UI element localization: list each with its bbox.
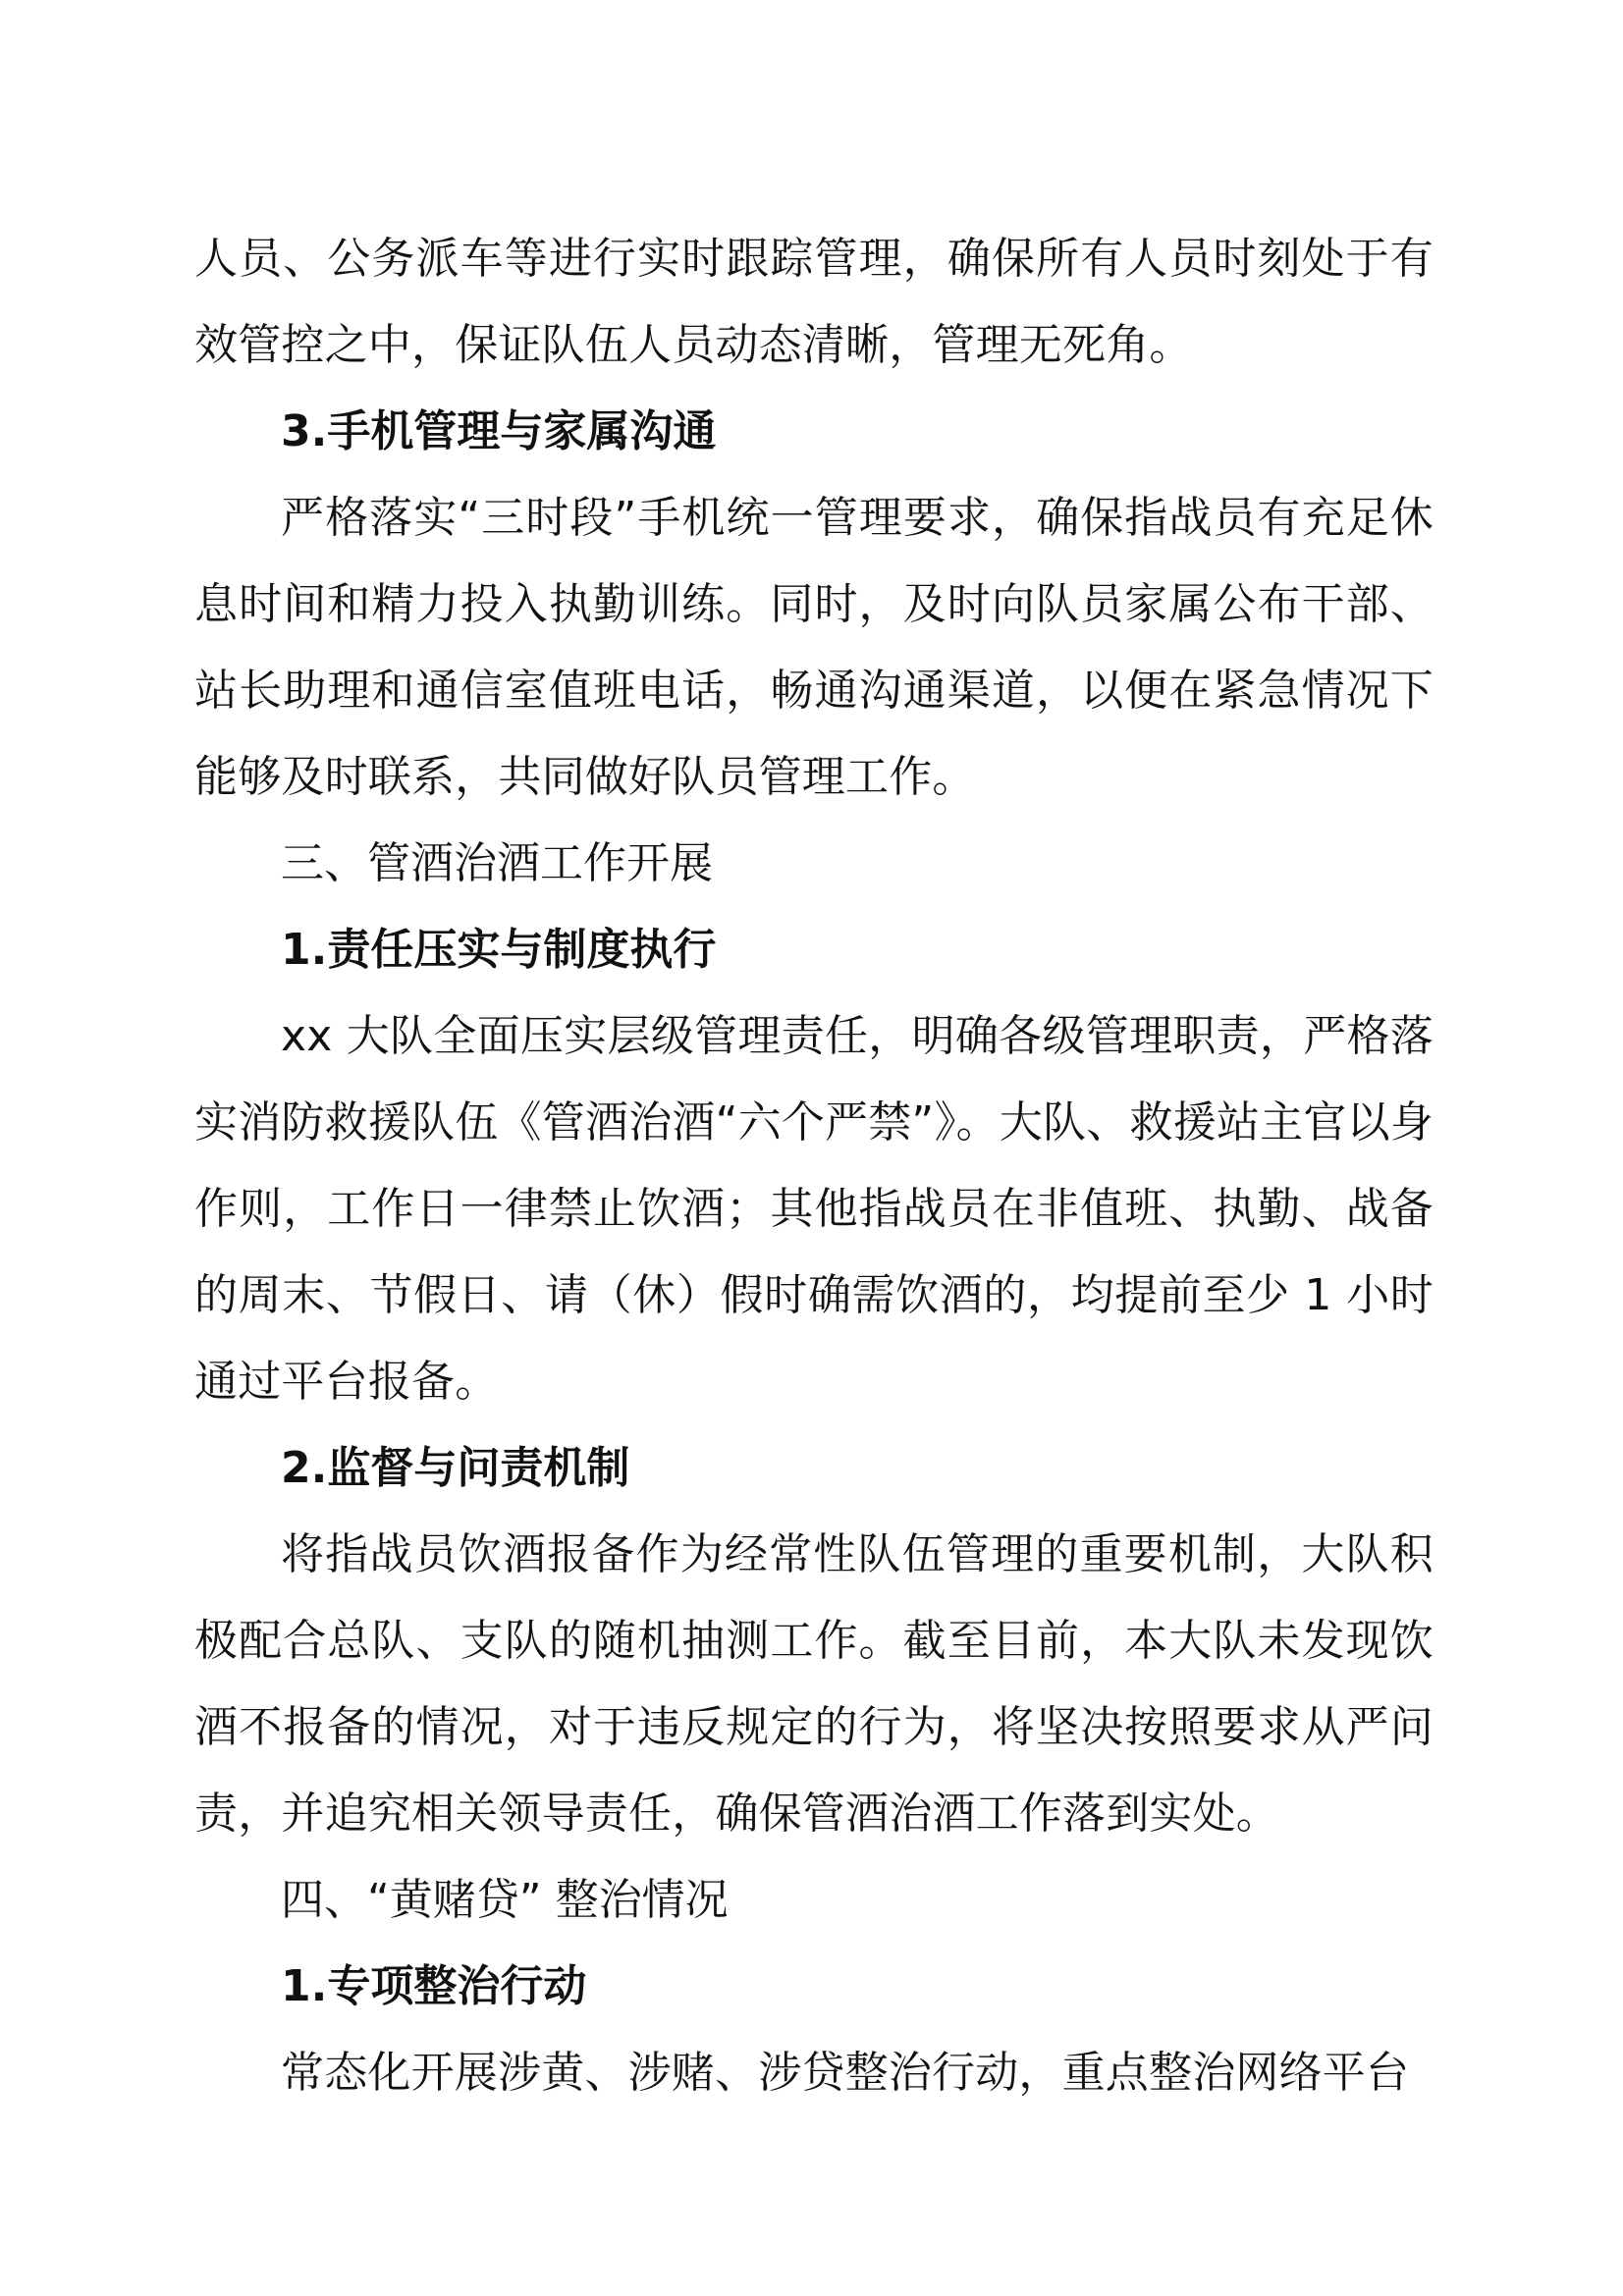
heading-special-action: 1.专项整治行动 <box>281 1961 587 2011</box>
paragraph-special-action: 常态化开展涉黄、涉赌、涉贷整治行动，重点整治网络平台 <box>281 2048 1410 2098</box>
heading-phone-management: 3.手机管理与家属沟通 <box>281 406 717 456</box>
heading-responsibility: 1.责任压实与制度执行 <box>281 925 717 975</box>
document-page <box>194 216 1434 2116</box>
paragraph-phone-management: 严格落实“三时段”手机统一管理要求，确保指战员有充足休息时间和精力投入执勤训练。同时，及时向队员家属公布干部、站长助理和通信室值班电话，畅通沟通渠道，以便在紧急情况下能够及时联系，共同做好队员管理工作。 <box>194 493 1434 802</box>
paragraph-responsibility: xx 大队全面压实层级管理责任，明确各级管理职责，严格落实消防救援队伍《管酒治酒“六个严禁”》。大队、救援站主官以身作则，工作日一律禁止饮酒；其他指战员在非值班、执勤、战备的周末、节假日、请（休）假时确需饮酒的，均提前至少 1 小时通过平台报备。 <box>194 1011 1434 1407</box>
paragraph-personnel-tracking: 人员、公务派车等进行实时跟踪管理，确保所有人员时刻处于有效管控之中，保证队伍人员动态清晰，管理无死角。 <box>194 234 1434 370</box>
section-title-vice-rectification: 四、“黄赌贷” 整治情况 <box>281 1875 729 1925</box>
paragraph-supervision: 将指战员饮酒报备作为经常性队伍管理的重要机制，大队积极配合总队、支队的随机抽测工作。截至目前，本大队未发现饮酒不报备的情况，对于违反规定的行为，将坚决按照要求从严问责，并追究相关领导责任，确保管酒治酒工作落到实处。 <box>194 1529 1434 1839</box>
heading-supervision: 2.监督与问责机制 <box>281 1443 630 1493</box>
section-title-alcohol-management: 三、管酒治酒工作开展 <box>281 838 713 888</box>
